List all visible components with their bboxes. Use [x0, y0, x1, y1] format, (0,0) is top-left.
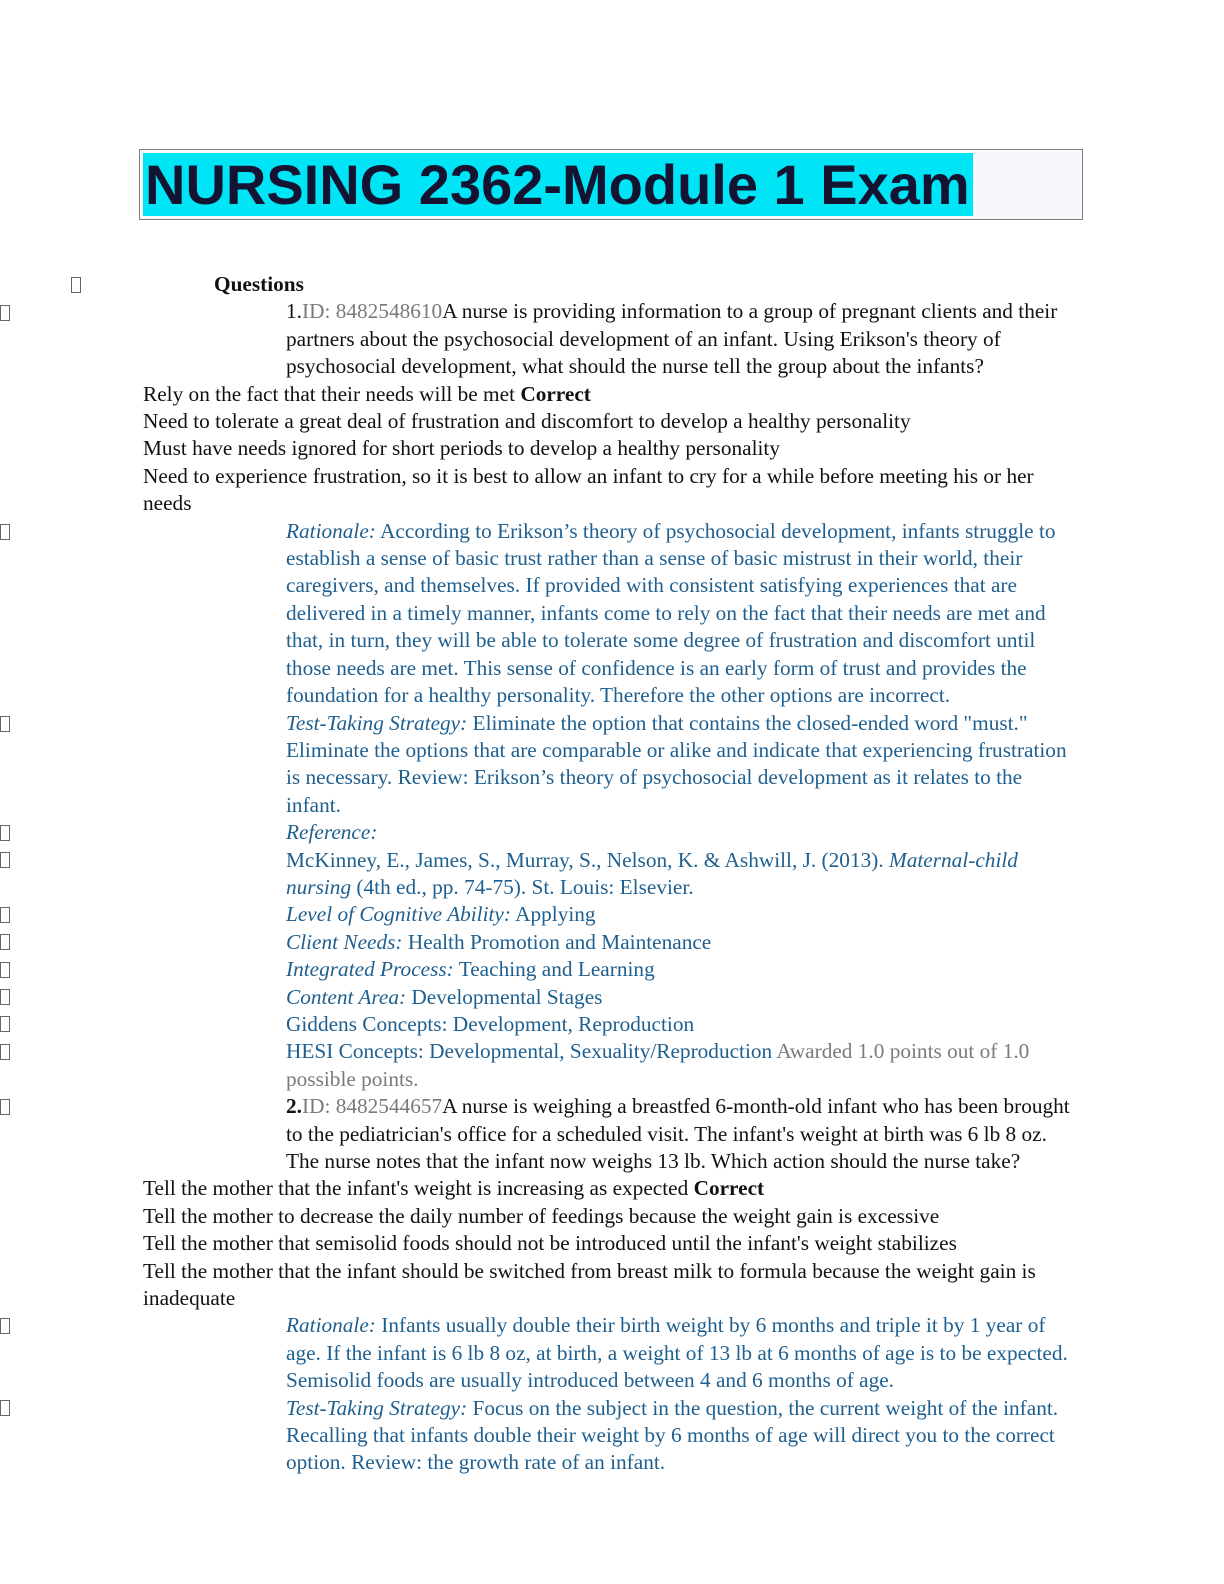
title-box	[139, 149, 1083, 220]
answer-option-3: Must have needs ignored for short periods to develop a healthy personality	[143, 436, 780, 461]
bullet-icon	[0, 962, 10, 978]
hesi-concepts: HESI Concepts: Developmental, Sexuality/Reproduction Awarded 1.0 points out of 1.0 possible points.	[286, 1039, 1030, 1091]
bullet-icon	[0, 716, 10, 732]
bullet-icon	[0, 524, 10, 540]
bullet-icon	[0, 934, 10, 950]
giddens-concepts: Giddens Concepts: Development, Reproduction	[286, 1011, 695, 1036]
question-number: 1.	[286, 299, 302, 324]
integrated-process: Integrated Process: Teaching and Learning	[286, 957, 655, 982]
bullet-icon	[0, 1016, 10, 1032]
question-2	[143, 1093, 1078, 1175]
test-taking-strategy: Test-Taking Strategy: Focus on the subject in the question, the current weight of the infant. Recalling that infants double their weight by 6 months of age will direct you to the correct option. Review: the growth rate of an infant.	[286, 1395, 1059, 1475]
client-needs: Client Needs: Health Promotion and Maintenance	[286, 929, 712, 954]
answer-option-2: Need to tolerate a great deal of frustration and discomfort to develop a healthy personality	[143, 409, 911, 434]
content-area: Content Area: Developmental Stages	[286, 984, 603, 1009]
cognitive-level: Level of Cognitive Ability: Applying	[286, 902, 596, 927]
answer-option-3: Tell the mother that semisolid foods should not be introduced until the infant's weight stabilizes	[143, 1231, 957, 1256]
question-1	[143, 298, 1078, 380]
reference-citation: McKinney, E., James, S., Murray, S., Nelson, K. & Ashwill, J. (2013). Maternal-child nursing (4th ed., pp. 74-75). St. Louis: Elsevier.	[286, 847, 1018, 899]
answer-option-4: Need to experience frustration, so it is best to allow an infant to cry for a while before meeting his or her needs	[143, 463, 1034, 516]
bullet-icon	[71, 277, 81, 293]
rationale: Rationale: Infants usually double their birth weight by 6 months and triple it by 1 year of age. If the infant is 6 lb 8 oz, at birth, a weight of 13 lb at 6 months of age is to be expected. Semisolid foods are usually introduced between 4 and 6 months of age.	[286, 1313, 1068, 1393]
answer-option-2: Tell the mother to decrease the daily number of feedings because the weight gain is excessive	[143, 1203, 940, 1228]
answer-option-1: Tell the mother that the infant's weight is increasing as expected Correct	[143, 1176, 765, 1201]
document-title: NURSING 2362-Module 1 Exam	[143, 153, 973, 216]
exam-content	[143, 271, 1078, 1477]
bullet-icon	[0, 989, 10, 1005]
bullet-icon	[0, 1400, 10, 1416]
bullet-icon	[0, 305, 10, 321]
question-id: ID: 8482548610	[301, 299, 443, 324]
correct-marker: Correct	[520, 381, 591, 406]
points-awarded: Awarded 1.0 points out of 1.0 possible points.	[286, 1039, 1030, 1091]
bullet-icon	[0, 825, 10, 841]
reference-label: Reference:	[286, 820, 378, 845]
question-stem: A nurse is weighing a breastfed 6-month-old infant who has been brought to the pediatrician's office for a scheduled visit. The infant's weight at birth was 6 lb 8 oz. The nurse notes that the infant now weighs 13 lb. Which action should the nurse take?	[286, 1094, 1070, 1173]
answer-option-4: Tell the mother that the infant should be switched from breast milk to formula because the weight gain is inadequate	[143, 1258, 1036, 1311]
rationale: Rationale: According to Erikson’s theory of psychosocial development, infants struggle to establish a sense of basic trust rather than a sense of basic mistrust in their world, their caregivers, and themselves. If provided with consistent satisfying experiences that are delivered in a timely manner, infants come to rely on the fact that their needs are met and that, in turn, they will be able to tolerate some degree of frustration and discomfort until those needs are met. This sense of confidence is an early form of trust and provides the foundation for a healthy personality. Therefore the other options are incorrect.	[286, 518, 1056, 708]
bullet-icon	[0, 907, 10, 923]
answer-option-1: Rely on the fact that their needs will be met Correct	[143, 381, 591, 406]
section-heading: Questions	[214, 272, 304, 296]
bullet-icon	[0, 1318, 10, 1334]
bullet-icon	[0, 1044, 10, 1060]
correct-marker: Correct	[693, 1176, 765, 1201]
question-number: 2.	[286, 1094, 302, 1119]
question-stem: A nurse is providing information to a group of pregnant clients and their partners about the psychosocial development of an infant. Using Erikson's theory of psychosocial development, what should the nurse tell the group about the infants?	[286, 299, 1058, 379]
bullet-icon	[0, 852, 10, 868]
bullet-icon	[0, 1099, 10, 1115]
question-id: ID: 8482544657	[301, 1094, 443, 1119]
test-taking-strategy: Test-Taking Strategy: Eliminate the option that contains the closed-ended word "must." Eliminate the options that are comparable or alike and indicate that experiencing frustration is necessary. Review: Erikson’s theory of psychosocial development as it relates to the infant.	[286, 710, 1067, 817]
